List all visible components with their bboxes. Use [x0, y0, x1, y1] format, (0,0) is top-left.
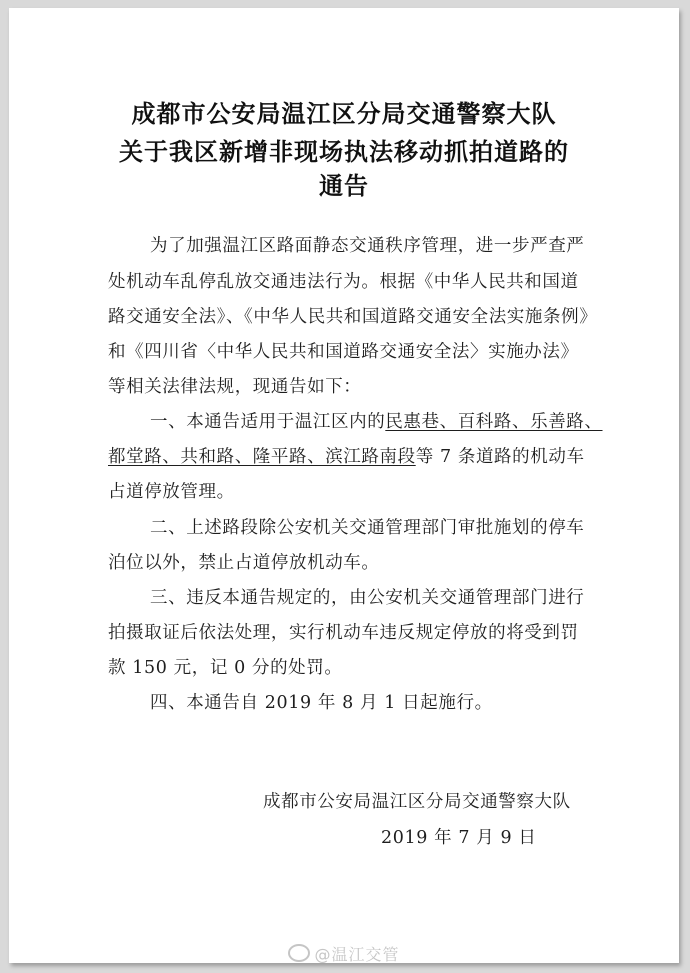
item-2-line-1: 二、上述路段除公安机关交通管理部门审批施划的停车: [150, 518, 585, 538]
item-4-line-1: 四、本通告自 2019 年 8 月 1 日起施行。: [150, 693, 493, 713]
notice-page: [9, 8, 679, 963]
item-1-line-3: 占道停放管理。: [108, 482, 235, 502]
intro-line-1: 为了加强温江区路面静态交通秩序管理，进一步严查严: [150, 236, 585, 256]
item-1-roads-underlined-1: 民惠巷、百科路、乐善路、: [385, 412, 603, 432]
watermark-text: @温江交管: [314, 945, 400, 964]
item-1-line-1: [150, 408, 603, 433]
intro-line-5: 等相关法律法规，现通告如下：: [108, 377, 362, 397]
title-line-2: 关于我区新增非现场执法移动抓拍道路的: [119, 137, 569, 166]
signature-org: 成都市公安局温江区分局交通警察大队: [263, 792, 571, 812]
intro-line-3: 路交通安全法》、《中华人民共和国道路交通安全法实施条例》: [108, 307, 598, 327]
signature-date: 2019 年 7 月 9 日: [381, 828, 537, 848]
item-1-text: 一、本通告适用于温江区内的: [150, 412, 386, 432]
item-1-line-2: [108, 443, 585, 468]
item-2-line-2: 泊位以外，禁止占道停放机动车。: [108, 553, 380, 573]
title-line-3: 通告: [319, 171, 369, 200]
item-1-text-cont: 等 7 条道路的机动车: [415, 447, 585, 467]
item-3-line-2: 拍摄取证后依法处理，实行机动车违反规定停放的将受到罚: [108, 623, 579, 643]
title-line-1: 成都市公安局温江区分局交通警察大队: [131, 99, 557, 128]
weibo-icon: [288, 944, 310, 962]
weibo-watermark: [9, 942, 679, 964]
intro-line-2: 处机动车乱停乱放交通违法行为。根据《中华人民共和国道: [108, 272, 579, 292]
item-1-roads-underlined-2: 都堂路、共和路、隆平路、滨江路南段: [108, 447, 416, 467]
intro-line-4: 和《四川省〈中华人民共和国道路交通安全法〉实施办法》: [108, 342, 579, 362]
item-3-line-3: 款 150 元，记 0 分的处罚。: [108, 658, 343, 678]
item-3-line-1: 三、违反本通告规定的，由公安机关交通管理部门进行: [150, 588, 585, 608]
